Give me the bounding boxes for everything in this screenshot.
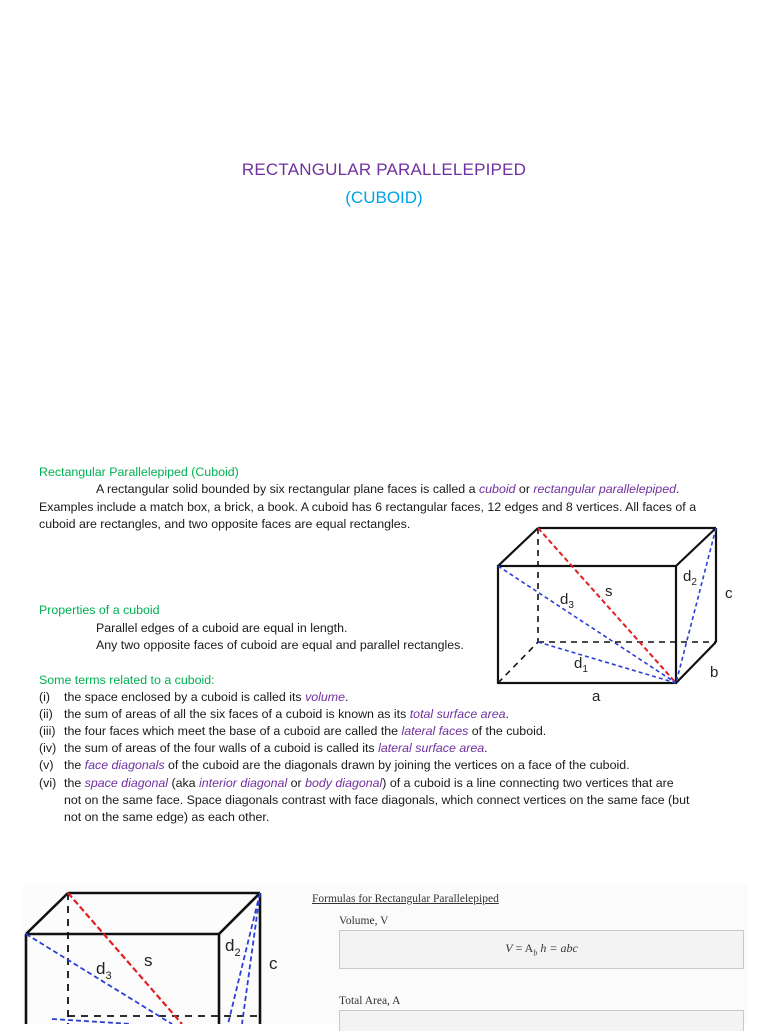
term-lateral-surface-area: lateral surface area bbox=[378, 741, 485, 755]
total-area-formula-box bbox=[339, 1010, 744, 1031]
term-row-v bbox=[39, 757, 630, 774]
properties-heading: Properties of a cuboid bbox=[39, 603, 160, 617]
term-text: the bbox=[64, 758, 85, 772]
formula-eq: = A bbox=[512, 941, 534, 955]
term-row-vi-line3: not on the same edge) as each other. bbox=[64, 810, 270, 824]
term-lateral-faces: lateral faces bbox=[401, 724, 469, 738]
term-text: or bbox=[287, 776, 306, 790]
term-row-iii bbox=[39, 723, 546, 740]
label-d3: $d_3$ bbox=[96, 959, 112, 982]
formula-sub: b bbox=[533, 948, 538, 958]
intro-period: . bbox=[675, 482, 680, 496]
intro-paragraph-line1 bbox=[96, 481, 679, 498]
label-s: s bbox=[144, 951, 153, 970]
label-d2: $d_2$ bbox=[225, 936, 241, 959]
label-a: a bbox=[592, 688, 601, 705]
term-text: the space enclosed by a cuboid is called its bbox=[64, 690, 306, 704]
page-subtitle: (CUBOID) bbox=[345, 188, 423, 207]
formulas-heading: Formulas for Rectangular Parallelepiped bbox=[312, 893, 499, 905]
edge-top-right bbox=[676, 528, 716, 566]
term-total-surface-area: total surface area bbox=[409, 707, 506, 721]
label-c: c bbox=[725, 585, 733, 602]
intro-text-or: or bbox=[515, 482, 534, 496]
term-row-vi bbox=[39, 775, 674, 792]
term-volume: volume bbox=[305, 690, 346, 704]
volume-formula bbox=[340, 941, 743, 957]
label-c: c bbox=[269, 954, 278, 973]
term-number: (i) bbox=[39, 690, 51, 704]
total-area-label: Total Area, A bbox=[339, 995, 401, 1007]
term-text-end: . bbox=[505, 707, 509, 721]
term-number: (iii) bbox=[39, 724, 56, 738]
terms-heading: Some terms related to a cuboid: bbox=[39, 673, 215, 687]
intro-paragraph-line3: cuboid are rectangles, and two opposite faces are equal rectangles. bbox=[39, 517, 411, 531]
formula-rest: h = abc bbox=[537, 941, 578, 955]
label-s: s bbox=[605, 583, 613, 600]
property-item-1: Parallel edges of a cuboid are equal in length. bbox=[96, 621, 348, 635]
label-b: b bbox=[710, 664, 719, 681]
term-text: the four faces which meet the base of a cuboid are called the bbox=[64, 724, 402, 738]
term-number: (vi) bbox=[39, 776, 57, 790]
term-cuboid: cuboid bbox=[478, 482, 516, 496]
volume-label: Volume, V bbox=[339, 915, 389, 927]
term-text-end: . bbox=[345, 690, 349, 704]
property-item-2: Any two opposite faces of cuboid are equal and parallel rectangles. bbox=[96, 638, 464, 652]
intro-paragraph-line2: Examples include a match box, a brick, a book. A cuboid has 6 rectangular faces, 12 edges and 8 vertices. All faces of a bbox=[39, 500, 697, 514]
face-diagonal-d2 bbox=[676, 528, 719, 683]
term-face-diagonals: face diagonals bbox=[84, 758, 165, 772]
term-text: the sum of areas of all the six faces of a cuboid is known as its bbox=[64, 707, 410, 721]
term-text: (aka bbox=[168, 776, 200, 790]
term-text-end: of the cuboid. bbox=[468, 724, 547, 738]
label-d2: $d_2$ bbox=[683, 568, 697, 588]
term-row-ii bbox=[39, 706, 509, 723]
cuboid-edges bbox=[498, 528, 719, 683]
term-text: the sum of areas of the four walls of a cuboid is called its bbox=[64, 741, 379, 755]
term-space-diagonal: space diagonal bbox=[84, 776, 169, 790]
term-text-end: . bbox=[484, 741, 488, 755]
intro-heading: Rectangular Parallelepiped (Cuboid) bbox=[39, 465, 239, 479]
term-number: (ii) bbox=[39, 707, 53, 721]
hidden-edges bbox=[498, 528, 719, 683]
face-diagonals bbox=[498, 528, 719, 683]
edge-top-left bbox=[498, 528, 538, 566]
term-text: ) of a cuboid is a line connecting two vertices that are bbox=[382, 776, 674, 790]
term-row-vi-line2: not on the same face. Space diagonals contrast with face diagonals, which connect vertices on the same face (but bbox=[64, 793, 690, 807]
formula-lhs: V bbox=[505, 941, 513, 955]
term-row-iv bbox=[39, 740, 488, 757]
cuboid-diagram bbox=[488, 522, 738, 708]
term-row-i bbox=[39, 689, 348, 706]
term-interior-diagonal: interior diagonal bbox=[199, 776, 288, 790]
volume-formula-box bbox=[339, 930, 744, 969]
label-d1: $d_1$ bbox=[574, 655, 588, 675]
term-number: (iv) bbox=[39, 741, 57, 755]
term-text-end: of the cuboid are the diagonals drawn by joining the vertices on a face of the cuboid. bbox=[164, 758, 630, 772]
cuboid-diagram-large bbox=[22, 884, 298, 1024]
term-text: the bbox=[64, 776, 85, 790]
page-title: RECTANGULAR PARALLELEPIPED bbox=[241, 160, 527, 179]
term-body-diagonal: body diagonal bbox=[305, 776, 383, 790]
intro-text: A rectangular solid bounded by six rectangular plane faces is called a bbox=[96, 482, 479, 496]
face-diagonal-d1 bbox=[538, 642, 676, 683]
hidden-edge-left bbox=[498, 642, 538, 683]
term-rectangular-parallelepiped: rectangular parallelepiped bbox=[533, 482, 676, 496]
label-d3: $d_3$ bbox=[560, 591, 574, 611]
term-number: (v) bbox=[39, 758, 54, 772]
formulas-panel bbox=[298, 884, 748, 1024]
